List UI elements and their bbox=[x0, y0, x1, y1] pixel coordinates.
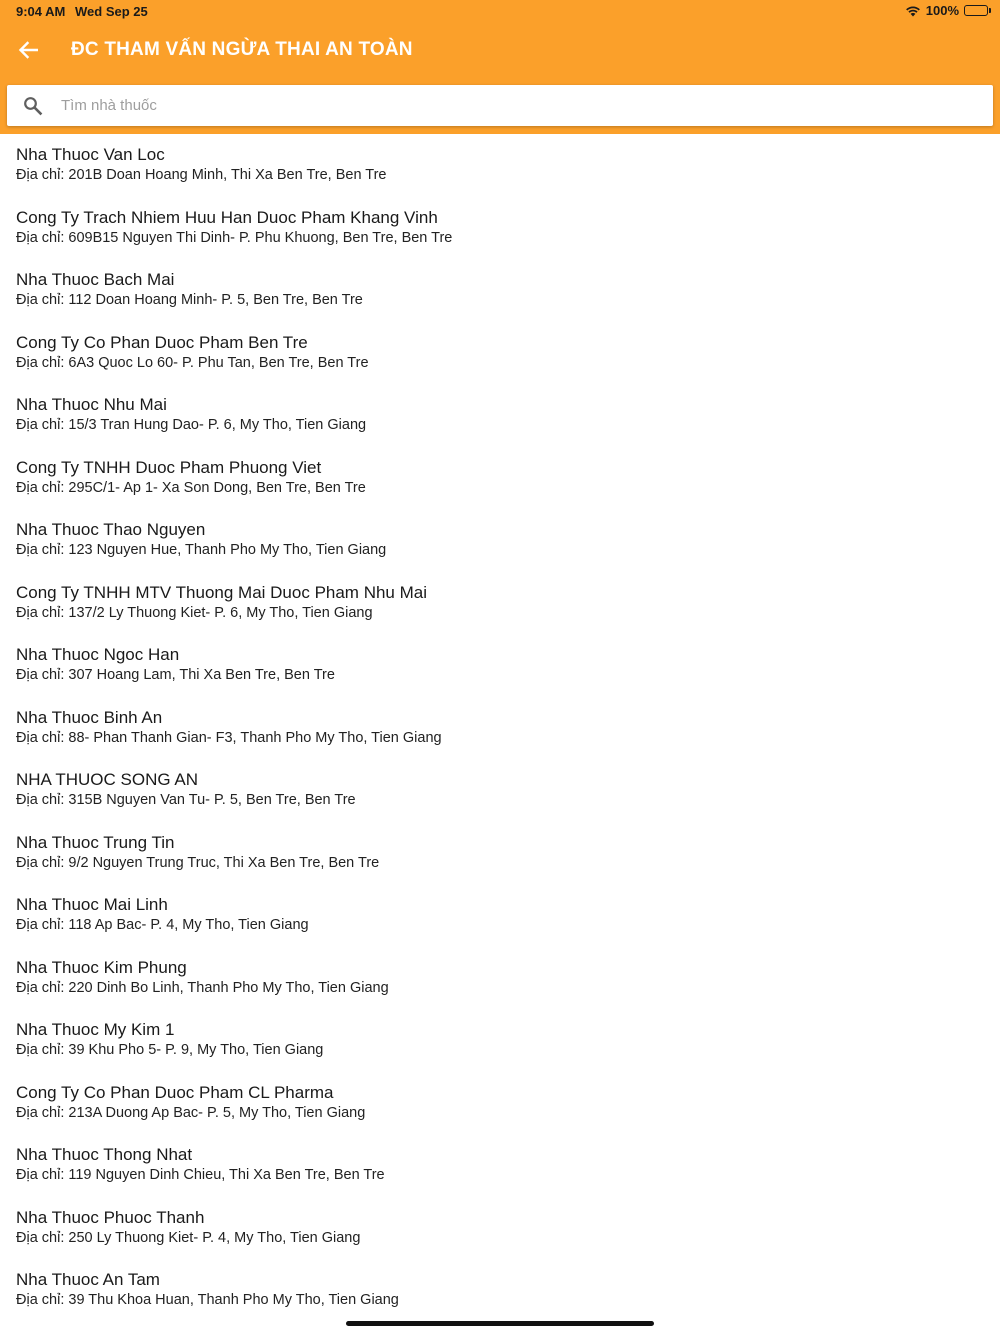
list-item[interactable] bbox=[0, 509, 1000, 572]
pharmacy-name: Nha Thuoc Mai Linh bbox=[16, 895, 168, 914]
status-date: Wed Sep 25 bbox=[75, 4, 148, 19]
pharmacy-name: Nha Thuoc Binh An bbox=[16, 707, 163, 727]
pharmacy-address: Địa chỉ: 213A Duong Ap Bac- P. 5, My Tho, Tien Giang bbox=[16, 1104, 366, 1121]
wifi-icon bbox=[905, 5, 921, 17]
list-item[interactable] bbox=[0, 1197, 1000, 1260]
list-item[interactable] bbox=[0, 884, 1000, 947]
pharmacy-name: Nha Thuoc Nhu Mai bbox=[16, 395, 167, 414]
list-item[interactable] bbox=[0, 759, 1000, 822]
battery-percent: 100% bbox=[925, 3, 959, 18]
list-item[interactable] bbox=[0, 947, 1000, 1010]
list-item[interactable] bbox=[0, 697, 1000, 760]
pharmacy-address: Địa chỉ: 123 Nguyen Hue, Thanh Pho My Tho, Tien Giang bbox=[16, 542, 387, 558]
pharmacy-address: Địa chỉ: 307 Hoang Lam, Thi Xa Ben Tre, Ben Tre bbox=[16, 667, 335, 683]
pharmacy-name: Nha Thuoc My Kim 1 bbox=[16, 1020, 175, 1039]
pharmacy-address: Địa chỉ: 609B15 Nguyen Thi Dinh- P. Phu Khuong, Ben Tre, Ben Tre bbox=[16, 229, 453, 246]
list-item[interactable] bbox=[0, 634, 1000, 697]
list-item[interactable] bbox=[0, 1259, 1000, 1322]
pharmacy-name: Cong Ty Co Phan Duoc Pham CL Pharma bbox=[16, 1082, 334, 1102]
status-indicators bbox=[905, 3, 988, 18]
pharmacy-address: Địa chỉ: 9/2 Nguyen Trung Truc, Thi Xa Ben Tre, Ben Tre bbox=[16, 854, 380, 871]
pharmacy-name: Nha Thuoc Bach Mai bbox=[16, 270, 175, 289]
pharmacy-address: Địa chỉ: 15/3 Tran Hung Dao- P. 6, My Tho, Tien Giang bbox=[16, 417, 367, 433]
app-bar bbox=[0, 24, 1000, 80]
pharmacy-address: Địa chỉ: 137/2 Ly Thuong Kiet- P. 6, My Tho, Tien Giang bbox=[16, 604, 373, 621]
pharmacy-name: Nha Thuoc Van Loc bbox=[16, 145, 165, 164]
pharmacy-address: Địa chỉ: 39 Thu Khoa Huan, Thanh Pho My Tho, Tien Giang bbox=[16, 1292, 399, 1308]
search-input[interactable] bbox=[59, 85, 981, 126]
pharmacy-address: Địa chỉ: 88- Phan Thanh Gian- F3, Thanh Pho My Tho, Tien Giang bbox=[16, 729, 442, 746]
list-item[interactable] bbox=[0, 322, 1000, 385]
pharmacy-name: Nha Thuoc Thao Nguyen bbox=[16, 520, 206, 539]
pharmacy-name: Nha Thuoc Thong Nhat bbox=[16, 1145, 193, 1164]
pharmacy-address: Địa chỉ: 250 Ly Thuong Kiet- P. 4, My Tho, Tien Giang bbox=[16, 1229, 361, 1246]
pharmacy-name: Cong Ty TNHH MTV Thuong Mai Duoc Pham Nhu Mai bbox=[16, 582, 427, 602]
pharmacy-name: Cong Ty Trach Nhiem Huu Han Duoc Pham Khang Vinh bbox=[16, 207, 438, 227]
pharmacy-name: Nha Thuoc An Tam bbox=[16, 1270, 160, 1289]
list-item[interactable] bbox=[0, 572, 1000, 635]
battery-icon bbox=[964, 5, 988, 16]
pharmacy-address: Địa chỉ: 39 Khu Pho 5- P. 9, My Tho, Tien Giang bbox=[16, 1042, 324, 1058]
pharmacy-name: Nha Thuoc Kim Phung bbox=[16, 957, 187, 977]
search-icon bbox=[23, 96, 43, 121]
pharmacy-address: Địa chỉ: 118 Ap Bac- P. 4, My Tho, Tien Giang bbox=[16, 917, 309, 933]
pharmacy-address: Địa chỉ: 119 Nguyen Dinh Chieu, Thi Xa Ben Tre, Ben Tre bbox=[16, 1167, 385, 1183]
pharmacy-address: Địa chỉ: 315B Nguyen Van Tu- P. 5, Ben Tre, Ben Tre bbox=[16, 792, 356, 808]
list-item[interactable] bbox=[0, 197, 1000, 260]
list-item[interactable] bbox=[0, 384, 1000, 447]
page-title: ĐC THAM VẤN NGỪA THAI AN TOÀN bbox=[71, 39, 413, 60]
pharmacy-address: Địa chỉ: 112 Doan Hoang Minh- P. 5, Ben Tre, Ben Tre bbox=[16, 292, 363, 308]
back-button[interactable] bbox=[10, 32, 46, 72]
pharmacy-name: NHA THUOC SONG AN bbox=[16, 770, 198, 789]
pharmacy-name: Cong Ty TNHH Duoc Pham Phuong Viet bbox=[16, 457, 322, 477]
arrow-left-icon bbox=[18, 41, 38, 64]
status-bar bbox=[0, 0, 1000, 24]
pharmacy-name: Cong Ty Co Phan Duoc Pham Ben Tre bbox=[16, 332, 308, 352]
pharmacy-address: Địa chỉ: 295C/1- Ap 1- Xa Son Dong, Ben Tre, Ben Tre bbox=[16, 479, 366, 496]
pharmacy-list bbox=[0, 134, 1000, 1322]
pharmacy-address: Địa chỉ: 220 Dinh Bo Linh, Thanh Pho My Tho, Tien Giang bbox=[16, 979, 389, 996]
pharmacy-name: Nha Thuoc Phuoc Thanh bbox=[16, 1207, 205, 1227]
top-bar bbox=[0, 0, 1000, 134]
list-item[interactable] bbox=[0, 822, 1000, 885]
pharmacy-address: Địa chỉ: 201B Doan Hoang Minh, Thi Xa Ben Tre, Ben Tre bbox=[16, 167, 387, 183]
search-bar[interactable] bbox=[7, 85, 993, 126]
list-item[interactable] bbox=[0, 1009, 1000, 1072]
list-item[interactable] bbox=[0, 259, 1000, 322]
list-item[interactable] bbox=[0, 447, 1000, 510]
pharmacy-address: Địa chỉ: 6A3 Quoc Lo 60- P. Phu Tan, Ben Tre, Ben Tre bbox=[16, 354, 369, 371]
status-time: 9:04 AM bbox=[16, 4, 66, 19]
pharmacy-name: Nha Thuoc Ngoc Han bbox=[16, 645, 180, 664]
list-item[interactable] bbox=[0, 1134, 1000, 1197]
home-indicator bbox=[346, 1321, 654, 1326]
pharmacy-name: Nha Thuoc Trung Tin bbox=[16, 832, 175, 852]
list-item[interactable] bbox=[0, 134, 1000, 197]
list-item[interactable] bbox=[0, 1072, 1000, 1135]
